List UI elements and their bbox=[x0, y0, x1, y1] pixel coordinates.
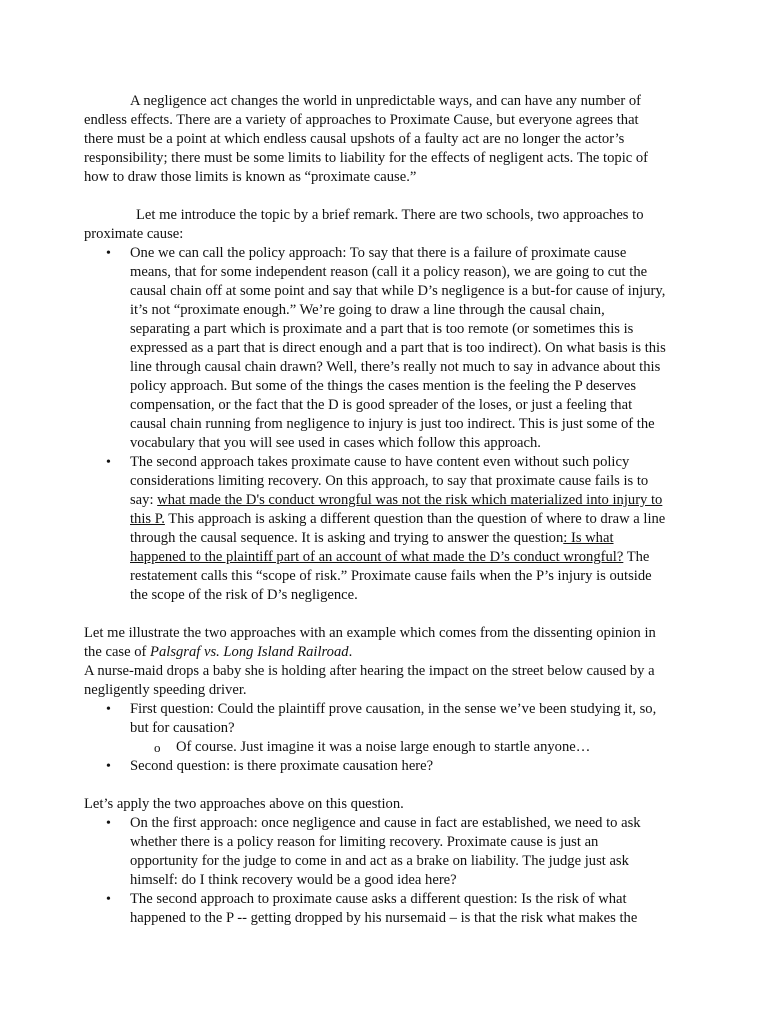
nurse-maid-example: A nurse-maid drops a baby she is holding after hearing the impact on the street below caused by a negligently speeding driver. bbox=[84, 663, 655, 698]
questions-list bbox=[84, 700, 668, 776]
first-question-answer-text: Of course. Just imagine it was a noise large enough to startle anyone… bbox=[176, 739, 591, 755]
policy-approach-text: One we can call the policy approach: To say that there is a failure of proximate cause means, that for some independent reason (call it a policy reason), we are going to cut the causal chain off at some point and say that while D’s negligence is a but-for cause of injury, it’s not “proximate enough.” We’re going to draw a line through the causal chain, separating a part which is proximate and a part that is too remote (or sometimes this is expressed as a part that is direct enough and a part that is too indirect). On what basis is this line through causal chain drawn? Well, there’s really not much to say in advance about this policy approach. But some of the things the cases mention is the feeling the P deserves compensation, or the fact that the D is good spreader of the loses, or just a feeling that causal chain running from negligence to injury is just too indirect. This is just some of the vocabulary that you will see used in cases which follow this approach. bbox=[130, 245, 666, 451]
illustration-paragraph bbox=[84, 624, 668, 662]
bullet-icon: • bbox=[106, 816, 111, 831]
intro-paragraph: A negligence act changes the world in unpredictable ways, and can have any number of endless effects. There are a variety of approaches to Proximate Cause, but everyone agrees that there must be a point at which endless causal upshots of a faulty act are no longer the actor’s responsibility; there must be some limits to liability for the effects of negligent acts. The topic of how to draw those limits is known as “proximate cause.” bbox=[84, 93, 649, 185]
scope-approach-text-continued: This approach is asking a different question than the question of where to draw a line through the causal sequence. It is asking and trying to answer the question bbox=[130, 511, 666, 546]
list-item-first-question-answer bbox=[154, 738, 668, 757]
sub-bullet-icon: o bbox=[154, 740, 161, 755]
bullet-icon: • bbox=[106, 455, 111, 470]
list-item-first-approach-application bbox=[106, 814, 668, 890]
two-schools-paragraph: Let me introduce the topic by a brief remark. There are two schools, two approaches to proximate cause: bbox=[84, 207, 644, 242]
second-question-text: Second question: is there proximate causation here? bbox=[130, 758, 434, 774]
second-approach-application-text: The second approach to proximate cause asks a different question: Is the risk of what happened to the P -- getting dropped by his nursemaid – is that the risk what makes the bbox=[130, 891, 638, 926]
bullet-icon: • bbox=[106, 892, 111, 907]
illustration-text: Let me illustrate the two approaches with an example which comes from the dissenting opinion in the case of bbox=[84, 625, 656, 660]
underlined-definition: what made the D's conduct wrongful was not the risk which materialized into injury to this P. bbox=[130, 492, 663, 527]
application-list bbox=[84, 814, 668, 928]
apply-approaches-paragraph: Let’s apply the two approaches above on this question. bbox=[84, 796, 404, 812]
approaches-list bbox=[84, 244, 668, 605]
bullet-icon: • bbox=[106, 702, 111, 717]
case-name: Palsgraf vs. Long Island Railroad bbox=[150, 644, 349, 660]
first-approach-application-text: On the first approach: once negligence and cause in fact are established, we need to ask whether there is a policy reason for limiting recovery. Proximate cause is just an opportunity for the judge to come in and act as a brake on liability. The judge just ask himself: do I think recovery would be a good idea here? bbox=[130, 815, 641, 888]
list-item-policy-approach bbox=[106, 244, 668, 453]
scope-approach-text: The second approach takes proximate cause to have content even without such policy considerations limiting recovery. On this approach, to say that proximate cause fails is to say: bbox=[130, 454, 649, 508]
first-question-sublist bbox=[130, 738, 668, 757]
paragraph-gap bbox=[84, 776, 668, 795]
list-item-second-approach-application bbox=[106, 890, 668, 928]
paragraph-gap bbox=[84, 605, 668, 624]
paragraph-gap bbox=[84, 187, 668, 206]
list-item-first-question bbox=[106, 700, 668, 757]
bullet-icon: • bbox=[106, 759, 111, 774]
illustration-end: . bbox=[348, 644, 353, 660]
list-item-second-question bbox=[106, 757, 668, 776]
scope-approach-text-end: The restatement calls this “scope of risk.” Proximate cause fails when the P’s injury is outside the scope of the risk of D’s negligence. bbox=[130, 549, 652, 603]
first-question-text: First question: Could the plaintiff prove causation, in the sense we’ve been studying it, so, but for causation? bbox=[130, 701, 657, 736]
bullet-icon: • bbox=[106, 246, 111, 261]
underlined-question: : Is what happened to the plaintiff part of an account of what made the D’s conduct wrongful? bbox=[130, 530, 624, 565]
list-item-scope-of-risk-approach bbox=[106, 453, 668, 605]
